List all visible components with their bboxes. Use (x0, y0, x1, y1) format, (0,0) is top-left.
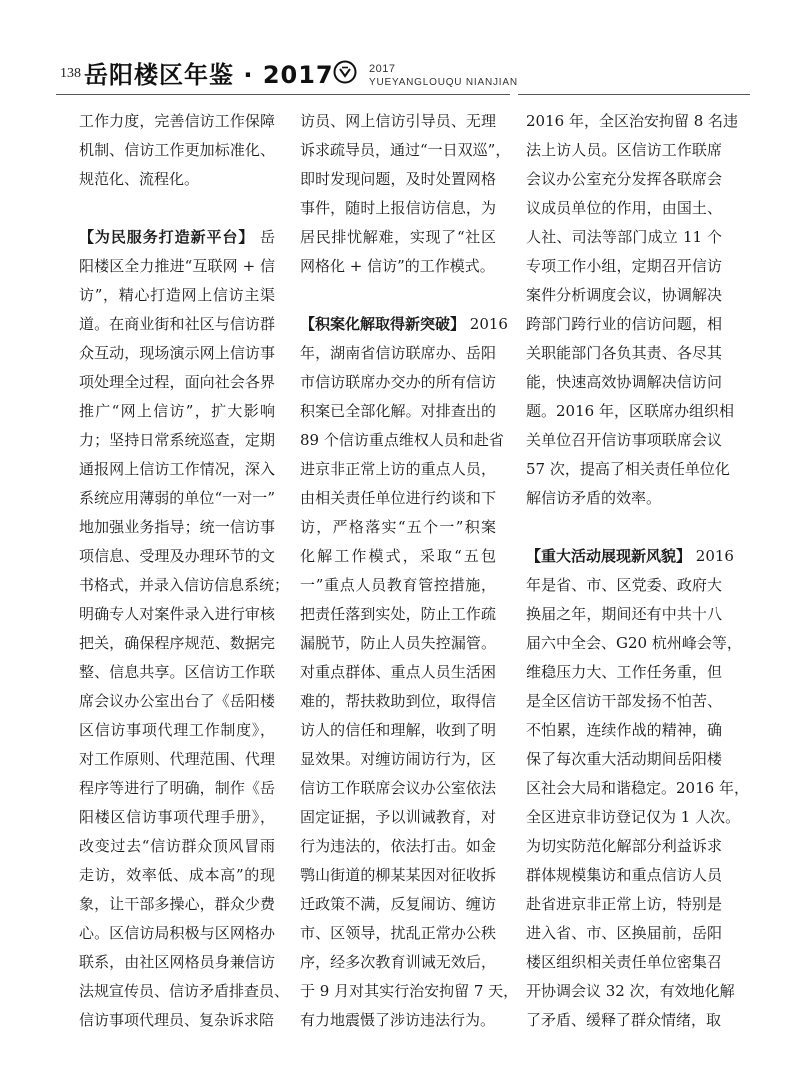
text-line: 对工作原则、代理范围、代理 (79, 750, 275, 768)
section-heading: 【重大活动展现新风貌】 (526, 547, 692, 565)
text-line: 把责任落到实处，防止工作疏 (300, 605, 496, 623)
text-line: 阳楼区信访事项代理手册》， (79, 808, 275, 826)
text-line: 通报网上信访工作情况，深入 (79, 460, 275, 478)
section-heading-line (526, 542, 734, 571)
text-line: 市信访联席办交办的所有信访 (300, 373, 496, 391)
text-line: 是全区信访干部发扬不怕苦、 (526, 692, 722, 710)
text-line: 能，快速高效协调解决信访问 (526, 373, 722, 391)
text-line: 鹗山街道的柳某某因对征收拆 (300, 866, 496, 884)
paragraph-gap (79, 194, 275, 223)
text-line: 象，让干部多操心，群众少费 (79, 895, 275, 913)
text-line: 席会议办公室出台了《岳阳楼 (79, 692, 275, 710)
text-line: 关单位召开信访事项联席会议 (526, 431, 722, 449)
text-line: 于 9 月对其实行治安拘留 7 天， (300, 982, 519, 1000)
text-line: 维稳压力大、工作任务重，但 (526, 663, 722, 681)
text-line: 把关，确保程序规范、数据完 (79, 634, 275, 652)
text-line: 不怕累，连续作战的精神，确 (526, 721, 722, 739)
text-line: 积案已全部化解。对排查出的 (300, 402, 496, 420)
text-line: 机制、信访工作更加标准化、 (79, 141, 275, 159)
section-heading-tail: 岳 (259, 228, 275, 246)
text-line: 访，严格落实“五个一”积案 (300, 518, 496, 536)
book-title: 岳阳楼区年鉴 · 2017 (84, 61, 334, 89)
text-line: 诉求疏导员，通过“一日双巡”， (300, 141, 511, 159)
text-line: 走访，效率低、成本高”的现 (79, 866, 275, 884)
text-line: 案件分析调度会议，协调解决 (526, 286, 722, 304)
text-line: 57 次，提高了相关责任单位化 (526, 460, 730, 478)
text-line: 有力地震慑了涉访违法行为。 (300, 1011, 496, 1029)
text-line: 推广“网上信访”，扩大影响 (79, 402, 275, 420)
text-line: 迁政策不满，反复闹访、缠访 (300, 895, 496, 913)
text-line: 对重点群体、重点人员生活困 (300, 663, 496, 681)
text-line: 由相关责任单位进行约谈和下 (300, 489, 496, 507)
text-line: 保了每次重大活动期间岳阳楼 (526, 750, 722, 768)
section-heading-line (300, 310, 508, 339)
text-line: 全区进京非访登记仅为 1 人次。 (526, 808, 741, 826)
text-line: 法上访人员。区信访工作联席 (526, 141, 722, 159)
text-line: 难的，帮扶救助到位，取得信 (300, 692, 496, 710)
text-line: 阳楼区全力推进“互联网 + 信 (79, 257, 275, 275)
text-line: 89 个信访重点维权人员和赴省 (300, 431, 504, 449)
text-line: 漏脱节，防止人员失控漏管。 (300, 634, 496, 652)
text-line: 区社会大局和谐稳定。2016 年， (526, 779, 749, 797)
text-line: 力；坚持日常系统巡查，定期 (79, 431, 275, 449)
section-heading-tail: 2016 (469, 315, 508, 333)
section-heading: 【为民服务打造新平台】 (79, 228, 255, 246)
text-line: 关职能部门各负其责、各尽其 (526, 344, 722, 362)
text-line: 众互动，现场演示网上信访事 (79, 344, 275, 362)
header-rule (293, 94, 510, 95)
text-column-left (79, 107, 290, 1035)
header-rule (56, 94, 293, 95)
text-line: 法规宣传员、信访矛盾排查员、 (79, 982, 290, 1000)
text-line: 道。在商业街和社区与信访群 (79, 315, 275, 333)
text-line: 换届之年，期间还有中共十八 (526, 605, 722, 623)
text-line: 群体规模集访和重点信访人员 (526, 866, 722, 884)
header-rule (518, 94, 750, 95)
text-line: 议成员单位的作用，由国土、 (526, 199, 722, 217)
text-line: 行为违法的，依法打击。如金 (300, 837, 496, 855)
text-column-middle (300, 107, 519, 1035)
section-heading-tail: 2016 (695, 547, 734, 565)
text-line: 赴省进京非正常上访，特别是 (526, 895, 722, 913)
text-line: 显效果。对缠访闹访行为，区 (300, 750, 496, 768)
text-line: 2016 年，全区治安拘留 8 名违 (526, 112, 739, 130)
text-line: 开协调会议 32 次，有效地化解 (526, 982, 735, 1000)
text-line: 年，湖南省信访联席办、岳阳 (300, 344, 496, 362)
text-line: 进入省、市、区换届前，岳阳 (526, 924, 722, 942)
section-heading: 【积案化解取得新突破】 (300, 315, 466, 333)
text-line: 项处理全过程，面向社会各界 (79, 373, 275, 391)
text-line: 系统应用薄弱的单位“一对一” (79, 489, 275, 507)
text-line: 居民排忧解难，实现了“社区 (300, 228, 496, 246)
text-line: 序，经多次教育训诫无效后， (300, 953, 496, 971)
text-line: 固定证据，予以训诫教育，对 (300, 808, 496, 826)
text-line: 书格式，并录入信访信息系统； (79, 576, 290, 594)
text-line: 项信息、受理及办理环节的文 (79, 547, 275, 565)
text-line: 工作力度，完善信访工作保障 (79, 112, 275, 130)
text-line: 了矛盾、缓释了群众情绪，取 (526, 1011, 722, 1029)
text-line: 进京非正常上访的重点人员， (300, 460, 496, 478)
text-line: 访人的信任和理解，收到了明 (300, 721, 496, 739)
text-line: 专项工作小组，定期召开信访 (526, 257, 722, 275)
text-line: 信访工作联席会议办公室依法 (300, 779, 496, 797)
text-line: 跨部门跨行业的信访问题，相 (526, 315, 722, 333)
text-line: 明确专人对案件录入进行审核 (79, 605, 275, 623)
text-line: 网格化 + 信访”的工作模式。 (300, 257, 495, 275)
header-pinyin: YUEYANGLOUQU NIANJIAN (369, 77, 518, 88)
text-line: 信访事项代理员、复杂诉求陪 (79, 1011, 275, 1029)
text-line: 题。2016 年，区联席办组织相 (526, 402, 734, 420)
text-line: 心。区信访局积极与区网格办 (79, 924, 275, 942)
header-year: 2017 (369, 63, 396, 75)
text-line: 解信访矛盾的效率。 (526, 489, 662, 507)
text-line: 规范化、流程化。 (79, 170, 200, 188)
text-line: 市、区领导，扰乱正常办公秩 (300, 924, 496, 942)
text-line: 整、信息共享。区信访工作联 (79, 663, 275, 681)
text-line: 年是省、市、区党委、政府大 (526, 576, 722, 594)
paragraph-gap (300, 281, 496, 310)
text-line: 一”重点人员教育管控措施， (300, 576, 496, 594)
text-line: 楼区组织相关责任单位密集召 (526, 953, 722, 971)
text-line: 为切实防范化解部分利益诉求 (526, 837, 722, 855)
text-line: 地加强业务指导；统一信访事 (79, 518, 275, 536)
yueyang-tower-logo-icon (333, 60, 357, 84)
text-line: 联系，由社区网格员身兼信访 (79, 953, 275, 971)
page-number: 138 (60, 66, 81, 81)
text-column-right (526, 107, 749, 1035)
text-line: 届六中全会、G20 杭州峰会等， (526, 634, 742, 652)
text-line: 即时发现问题，及时处置网格 (300, 170, 496, 188)
paragraph-gap (526, 513, 722, 542)
text-line: 访”，精心打造网上信访主渠 (79, 286, 275, 304)
text-line: 访员、网上信访引导员、无理 (300, 112, 496, 130)
text-line: 会议办公室充分发挥各联席会 (526, 170, 722, 188)
page-header (0, 0, 793, 100)
text-line: 改变过去“信访群众顶风冒雨 (79, 837, 275, 855)
section-heading-line (79, 223, 275, 252)
text-line: 程序等进行了明确，制作《岳 (79, 779, 275, 797)
text-line: 人社、司法等部门成立 11 个 (526, 228, 722, 246)
text-line: 区信访事项代理工作制度》， (79, 721, 275, 739)
text-line: 化解工作模式，采取“五包 (300, 547, 496, 565)
text-line: 事件，随时上报信访信息，为 (300, 199, 496, 217)
